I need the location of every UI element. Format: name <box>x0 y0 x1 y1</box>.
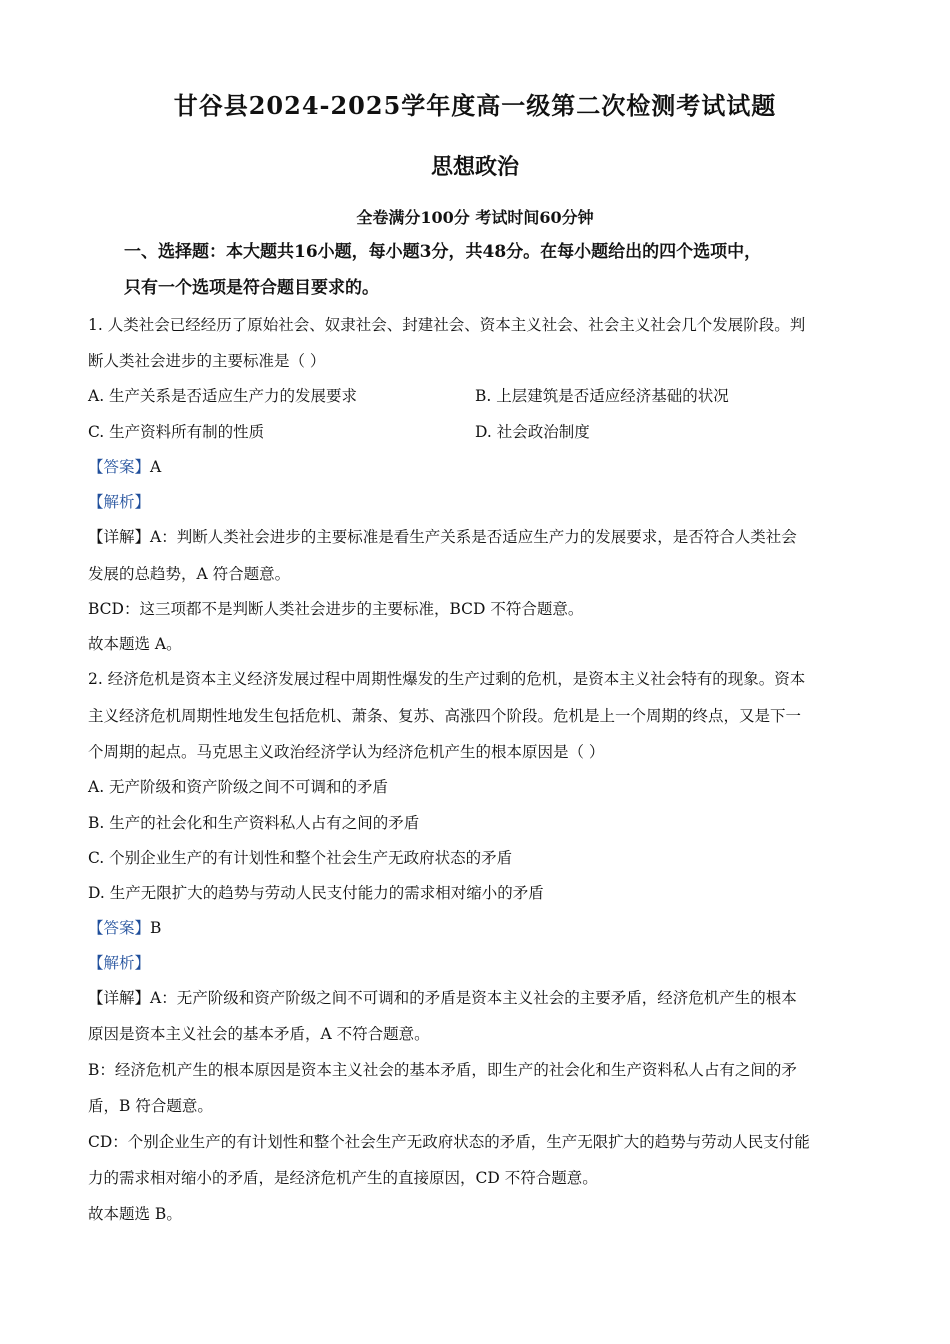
q2-answer <box>88 917 868 939</box>
exam-title: 甘谷县2024-2025学年度高一级第二次检测考试试题 <box>173 91 777 120</box>
q2-option-d: D. 生产无限扩大的趋势与劳动人民支付能力的需求相对缩小的矛盾 <box>88 884 544 902</box>
analysis-label: 【解析】 <box>88 954 151 972</box>
q2-option-b: B. 生产的社会化和生产资料私人占有之间的矛盾 <box>88 814 420 832</box>
q2-detail-line4: 盾，B 符合题意。 <box>88 1097 213 1115</box>
q1-option-d: D. 社会政治制度 <box>475 423 590 441</box>
section-heading-line1: 一、选择题：本大题共16小题，每小题3分，共48分。在每小题给出的四个选项中， <box>124 242 762 262</box>
q2-detail-text1: A：无产阶级和资产阶级之间不可调和的矛盾是资本主义社会的主要矛盾，经济危机产生的根本 <box>150 989 797 1007</box>
q1-answer <box>88 456 868 478</box>
q2-detail-line1 <box>88 987 868 1009</box>
q1-stem-line1: 1. 人类社会已经经历了原始社会、奴隶社会、封建社会、资本主义社会、社会主义社会几个发展阶段。判 <box>88 316 806 334</box>
q2-detail-line5: CD：个别企业生产的有计划性和整个社会生产无政府状态的矛盾，生产无限扩大的趋势与劳动人民支付能 <box>88 1133 810 1151</box>
q2-stem-line2: 主义经济危机周期性地发生包括危机、萧条、复苏、高涨四个阶段。危机是上一个周期的终点，又是下一 <box>88 707 802 725</box>
q2-option-a: A. 无产阶级和资产阶级之间不可调和的矛盾 <box>88 778 389 796</box>
q2-stem-line1: 2. 经济危机是资本主义经济发展过程中周期性爆发的生产过剩的危机，是资本主义社会特有的现象。资本 <box>88 670 806 688</box>
q1-option-a: A. 生产关系是否适应生产力的发展要求 <box>88 387 358 405</box>
detail-label: 【详解】 <box>88 528 151 546</box>
q2-detail-line6: 力的需求相对缩小的矛盾，是经济危机产生的直接原因，CD 不符合题意。 <box>88 1169 598 1187</box>
q2-stem-line3: 个周期的起点。马克思主义政治经济学认为经济危机产生的根本原因是（ ） <box>88 743 605 761</box>
q1-conclusion: 故本题选 A。 <box>88 635 182 653</box>
section-heading-line2: 只有一个选项是符合题目要求的。 <box>124 278 379 298</box>
q2-detail-line3: B：经济危机产生的根本原因是资本主义社会的基本矛盾，即生产的社会化和生产资料私人占有之间的矛 <box>88 1061 797 1079</box>
q1-detail-line2: 发展的总趋势，A 符合题意。 <box>88 565 291 583</box>
q1-answer-value: A <box>150 458 162 476</box>
q2-conclusion: 故本题选 B。 <box>88 1205 182 1223</box>
answer-label: 【答案】 <box>88 919 151 937</box>
q1-option-c: C. 生产资料所有制的性质 <box>88 423 265 441</box>
subject-title: 思想政治 <box>430 154 519 180</box>
q2-option-c: C. 个别企业生产的有计划性和整个社会生产无政府状态的矛盾 <box>88 849 513 867</box>
q1-detail-text1: A：判断人类社会进步的主要标准是看生产关系是否适应生产力的发展要求，是否符合人类社会 <box>150 528 797 546</box>
q1-stem-line2: 断人类社会进步的主要标准是（ ） <box>88 352 326 370</box>
q1-option-b: B. 上层建筑是否适应经济基础的状况 <box>475 387 729 405</box>
analysis-label: 【解析】 <box>88 493 151 511</box>
q1-analysis <box>88 491 868 513</box>
answer-label: 【答案】 <box>88 458 151 476</box>
detail-label: 【详解】 <box>88 989 151 1007</box>
q2-detail-line2: 原因是资本主义社会的基本矛盾，A 不符合题意。 <box>88 1025 430 1043</box>
q1-detail-line1 <box>88 526 868 548</box>
q2-answer-value: B <box>150 919 162 937</box>
q1-detail-line3: BCD：这三项都不是判断人类社会进步的主要标准，BCD 不符合题意。 <box>88 600 584 618</box>
q2-analysis <box>88 952 868 974</box>
score-time-info: 全卷满分100分 考试时间60分钟 <box>356 208 594 227</box>
